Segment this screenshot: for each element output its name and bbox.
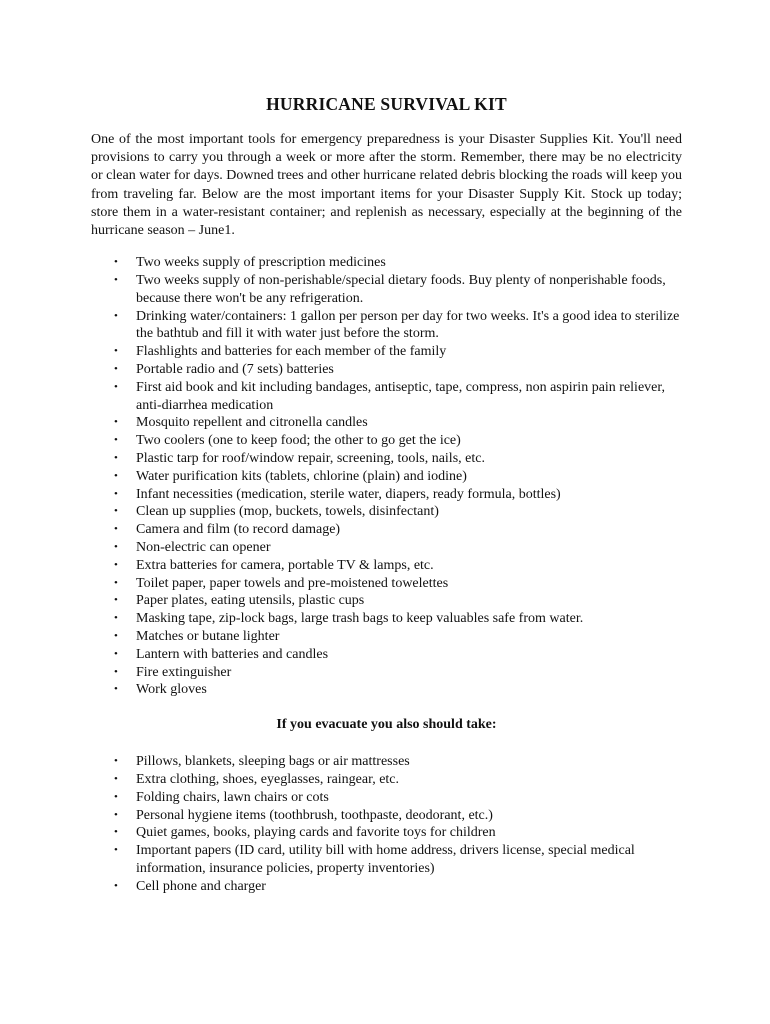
list-item-text: Camera and film (to record damage) bbox=[136, 522, 341, 538]
bullet-icon: • bbox=[114, 879, 118, 892]
list-item bbox=[114, 539, 682, 557]
list-item-text: Fire extinguisher bbox=[136, 664, 232, 680]
bullet-icon: • bbox=[114, 558, 118, 571]
list-item-text: Important papers (ID card, utility bill with home address, drivers license, special medical information, insurance policies, property inventories) bbox=[136, 843, 635, 876]
bullet-icon: • bbox=[114, 808, 118, 821]
list-item bbox=[114, 361, 682, 379]
list-item-text: Matches or butane lighter bbox=[136, 628, 280, 644]
list-item bbox=[114, 664, 682, 682]
list-item bbox=[114, 557, 682, 575]
evacuate-heading: If you evacuate you also should take: bbox=[276, 717, 497, 733]
intro-paragraph: One of the most important tools for emergency preparedness is your Disaster Supplies Kit. You'll need provisions to carry you through a week or more after the storm. Remember, there may be no electricity or clean water for days. Downed trees and other hurricane related debris blocking the roads will keep you from traveling far. Below are the most important items for your Disaster Supply Kit. Stock up today; store them in a water-resistant container; and replenish as necessary, especially at the beginning of the hurricane season – June1. bbox=[91, 132, 682, 239]
list-item-text: Personal hygiene items (toothbrush, toothpaste, deodorant, etc.) bbox=[136, 807, 493, 823]
list-item bbox=[114, 468, 682, 486]
list-item-text: Paper plates, eating utensils, plastic cups bbox=[136, 593, 365, 609]
bullet-icon: • bbox=[114, 665, 118, 678]
list-item bbox=[114, 681, 682, 699]
list-item-text: Masking tape, zip-lock bags, large trash bags to keep valuables safe from water. bbox=[136, 611, 584, 627]
list-item-text: Quiet games, books, playing cards and favorite toys for children bbox=[136, 825, 496, 841]
list-item bbox=[114, 646, 682, 664]
list-item bbox=[114, 432, 682, 450]
bullet-icon: • bbox=[114, 363, 118, 375]
list-item-text: Plastic tarp for roof/window repair, screening, tools, nails, etc. bbox=[136, 450, 485, 466]
list-item-text: Mosquito repellent and citronella candles bbox=[136, 415, 368, 431]
list-item bbox=[114, 628, 682, 646]
bullet-icon: • bbox=[114, 755, 118, 768]
bullet-icon: • bbox=[114, 772, 118, 785]
list-item-text: Drinking water/containers: 1 gallon per person per day for two weeks. It's a good idea to sterilize the bathtub and fill it with water just before the storm. bbox=[136, 308, 680, 342]
list-item bbox=[114, 771, 682, 789]
list-item bbox=[114, 842, 682, 878]
list-item bbox=[114, 450, 682, 468]
bullet-icon: • bbox=[114, 487, 118, 500]
list-item-text: Folding chairs, lawn chairs or cots bbox=[136, 789, 329, 805]
list-item bbox=[114, 878, 682, 896]
list-item bbox=[114, 503, 682, 521]
list-item-text: First aid book and kit including bandages, antiseptic, tape, compress, non aspirin pain reliever, anti-diarrhea medication bbox=[136, 379, 665, 413]
list-item bbox=[114, 575, 682, 593]
bullet-icon: • bbox=[114, 380, 118, 393]
bullet-icon: • bbox=[114, 844, 118, 857]
list-item-text: Flashlights and batteries for each member of the family bbox=[136, 344, 447, 360]
list-item bbox=[114, 807, 682, 825]
list-item bbox=[114, 824, 682, 842]
bullet-icon: • bbox=[114, 540, 118, 553]
page-title: HURRICANE SURVIVAL KIT bbox=[266, 94, 507, 114]
kit-items-list bbox=[91, 254, 682, 699]
list-item bbox=[114, 521, 682, 539]
bullet-icon: • bbox=[114, 256, 118, 269]
bullet-icon: • bbox=[114, 629, 118, 642]
list-item-text: Two weeks supply of prescription medicines bbox=[136, 255, 386, 271]
list-item-text: Clean up supplies (mop, buckets, towels, disinfectant) bbox=[136, 504, 439, 520]
bullet-icon: • bbox=[114, 576, 118, 589]
list-item-text: Extra clothing, shoes, eyeglasses, raingear, etc. bbox=[136, 771, 400, 787]
list-item-text: Lantern with batteries and candles bbox=[136, 646, 329, 662]
list-item-text: Toilet paper, paper towels and pre-moistened towelettes bbox=[136, 575, 449, 591]
bullet-icon: • bbox=[114, 469, 118, 482]
bullet-icon: • bbox=[114, 612, 118, 625]
list-item bbox=[114, 592, 682, 610]
list-item bbox=[114, 272, 682, 308]
bullet-icon: • bbox=[114, 274, 118, 287]
bullet-icon: • bbox=[114, 309, 118, 322]
bullet-icon: • bbox=[114, 505, 118, 518]
bullet-icon: • bbox=[114, 416, 118, 429]
list-item-text: Two coolers (one to keep food; the other to go get the ice) bbox=[136, 433, 461, 449]
bullet-icon: • bbox=[114, 790, 118, 803]
list-item bbox=[114, 254, 682, 272]
list-item-text: Water purification kits (tablets, chlorine (plain) and iodine) bbox=[136, 468, 467, 484]
bullet-icon: • bbox=[114, 434, 118, 447]
bullet-icon: • bbox=[114, 647, 118, 660]
list-item-text: Two weeks supply of non-perishable/special dietary foods. Buy plenty of nonperishable foods, because there won't be any refrigeration. bbox=[136, 273, 666, 306]
list-item bbox=[114, 610, 682, 628]
bullet-icon: • bbox=[114, 345, 118, 358]
list-item-text: Cell phone and charger bbox=[136, 878, 266, 894]
list-item-text: Extra batteries for camera, portable TV & lamps, etc. bbox=[136, 557, 434, 573]
bullet-icon: • bbox=[114, 594, 118, 607]
list-item bbox=[114, 379, 682, 415]
list-item-text: Work gloves bbox=[136, 682, 207, 698]
list-item bbox=[114, 308, 682, 344]
evacuate-items-list bbox=[91, 753, 682, 895]
document-page bbox=[91, 94, 682, 896]
bullet-icon: • bbox=[114, 523, 118, 536]
list-item bbox=[114, 414, 682, 432]
list-item-text: Pillows, blankets, sleeping bags or air mattresses bbox=[136, 754, 410, 770]
bullet-icon: • bbox=[114, 451, 118, 464]
list-item bbox=[114, 753, 682, 771]
list-item bbox=[114, 343, 682, 361]
list-item-text: Infant necessities (medication, sterile water, diapers, ready formula, bottles) bbox=[136, 486, 561, 502]
list-item bbox=[114, 486, 682, 504]
bullet-icon: • bbox=[114, 826, 118, 839]
bullet-icon: • bbox=[114, 683, 118, 696]
list-item bbox=[114, 789, 682, 807]
list-item-text: Non-electric can opener bbox=[136, 539, 271, 555]
list-item-text: Portable radio and (7 sets) batteries bbox=[136, 362, 334, 377]
